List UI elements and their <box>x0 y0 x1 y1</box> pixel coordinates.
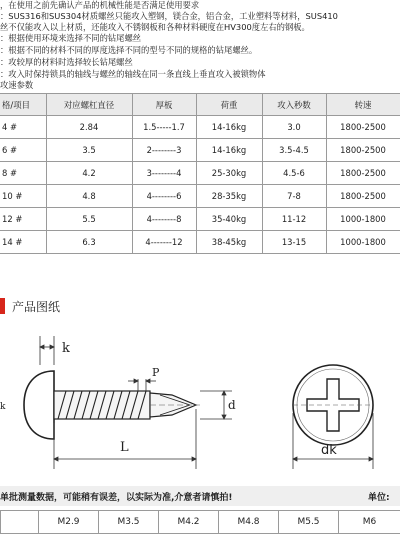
table-cell: 14-16kg <box>196 139 262 162</box>
size-row <box>1 511 400 534</box>
table-cell: 4--------8 <box>132 208 196 231</box>
column-header: 荷重 <box>196 94 262 116</box>
section-header <box>0 296 60 316</box>
table-cell: 4.8 <box>46 185 132 208</box>
screw-shank <box>54 391 200 419</box>
table-cell: 14 # <box>0 231 46 254</box>
table-cell: 25-30kg <box>196 162 262 185</box>
table-cell: 1800-2500 <box>326 139 400 162</box>
size-cell <box>1 511 39 534</box>
label-d: d <box>228 398 236 412</box>
disclaimer-text: 单批测量数据，可能稍有误差，以实际为准,介意者请慎拍! <box>0 493 233 503</box>
unit-label: 单位: <box>368 493 390 503</box>
dimension-p <box>128 379 156 391</box>
section-accent-bar <box>0 298 5 314</box>
label-left: k <box>0 402 6 412</box>
label-l: L <box>120 440 129 455</box>
table-cell: 7-8 <box>262 185 326 208</box>
table-cell: 4.5-6 <box>262 162 326 185</box>
table-cell: 1800-2500 <box>326 116 400 139</box>
column-header: 对应螺杠直径 <box>46 94 132 116</box>
table-row <box>0 185 400 208</box>
table-cell: 14-16kg <box>196 116 262 139</box>
table-header-row <box>0 94 400 116</box>
note-line: ：攻较厚的材料时选择较长钻尾螺丝 <box>0 57 133 67</box>
size-cell: M5.5 <box>279 511 339 534</box>
table-cell: 1800-2500 <box>326 162 400 185</box>
table-cell: 13-15 <box>262 231 326 254</box>
note-line: 攻速参数 <box>0 80 34 90</box>
table-cell: 1.5-----1.7 <box>132 116 196 139</box>
head-top-view <box>293 365 373 445</box>
table-cell: 1000-1800 <box>326 231 400 254</box>
label-k: k <box>62 341 70 356</box>
table-cell: 4--------6 <box>132 185 196 208</box>
table-cell: 28-35kg <box>196 185 262 208</box>
column-header: 攻入秒数 <box>262 94 326 116</box>
table-cell: 3.0 <box>262 116 326 139</box>
size-table <box>0 510 400 534</box>
label-p: P <box>152 366 160 379</box>
table-cell: 3--------4 <box>132 162 196 185</box>
size-cell: M2.9 <box>39 511 99 534</box>
measurement-disclaimer <box>0 486 400 506</box>
table-cell: 38-45kg <box>196 231 262 254</box>
table-cell: 8 # <box>0 162 46 185</box>
table-cell: 35-40kg <box>196 208 262 231</box>
table-row <box>0 162 400 185</box>
note-line: 丝不仅能攻入以上材质，还能攻入不锈钢板和各种材料硬度在HV300度左右的钢板。 <box>0 22 310 32</box>
table-cell: 3.5 <box>46 139 132 162</box>
table-row <box>0 116 400 139</box>
note-line: ，在使用之前先确认产品的机械性能是否满足使用要求 <box>0 0 200 10</box>
table-row <box>0 208 400 231</box>
table-cell: 3.5-4.5 <box>262 139 326 162</box>
table-cell: 4 # <box>0 116 46 139</box>
column-header: 厚板 <box>132 94 196 116</box>
table-cell: 2--------3 <box>132 139 196 162</box>
dimension-k <box>40 336 54 365</box>
note-line: ：根据使用环境来选择不同的钻尾螺丝 <box>0 33 142 43</box>
column-header: 转速 <box>326 94 400 116</box>
table-cell: 12 # <box>0 208 46 231</box>
size-cell: M3.5 <box>99 511 159 534</box>
table-cell: 4.2 <box>46 162 132 185</box>
table-cell: 11-12 <box>262 208 326 231</box>
table-cell: 1000-1800 <box>326 208 400 231</box>
table-row <box>0 231 400 254</box>
column-header: 格/项目 <box>0 94 46 116</box>
note-line: ：攻入时保持锁具的轴线与螺丝的轴线在同一条直线上垂直攻入被锁物体 <box>0 69 266 79</box>
size-cell: M4.8 <box>219 511 279 534</box>
screw-technical-drawing <box>0 333 400 473</box>
section-title: 产品图纸 <box>12 299 61 314</box>
size-cell: M4.2 <box>159 511 219 534</box>
note-line: ：根据不同的材料不同的厚度选择不同的型号不同的规格的钻尾螺丝。 <box>0 45 258 55</box>
table-row <box>0 139 400 162</box>
table-cell: 10 # <box>0 185 46 208</box>
table-cell: 6 # <box>0 139 46 162</box>
screw-head <box>24 371 54 439</box>
note-line: ：SUS316和SUS304材质螺丝只能攻入塑钢，镁合金，铝合金，工业塑料等材料，SUS410 <box>0 11 338 21</box>
table-cell: 4-------12 <box>132 231 196 254</box>
drilling-speed-table <box>0 93 400 254</box>
size-cell: M6 <box>339 511 400 534</box>
table-cell: 5.5 <box>46 208 132 231</box>
table-cell: 6.3 <box>46 231 132 254</box>
table-cell: 1800-2500 <box>326 185 400 208</box>
table-cell: 2.84 <box>46 116 132 139</box>
label-dk: dk <box>321 443 337 458</box>
